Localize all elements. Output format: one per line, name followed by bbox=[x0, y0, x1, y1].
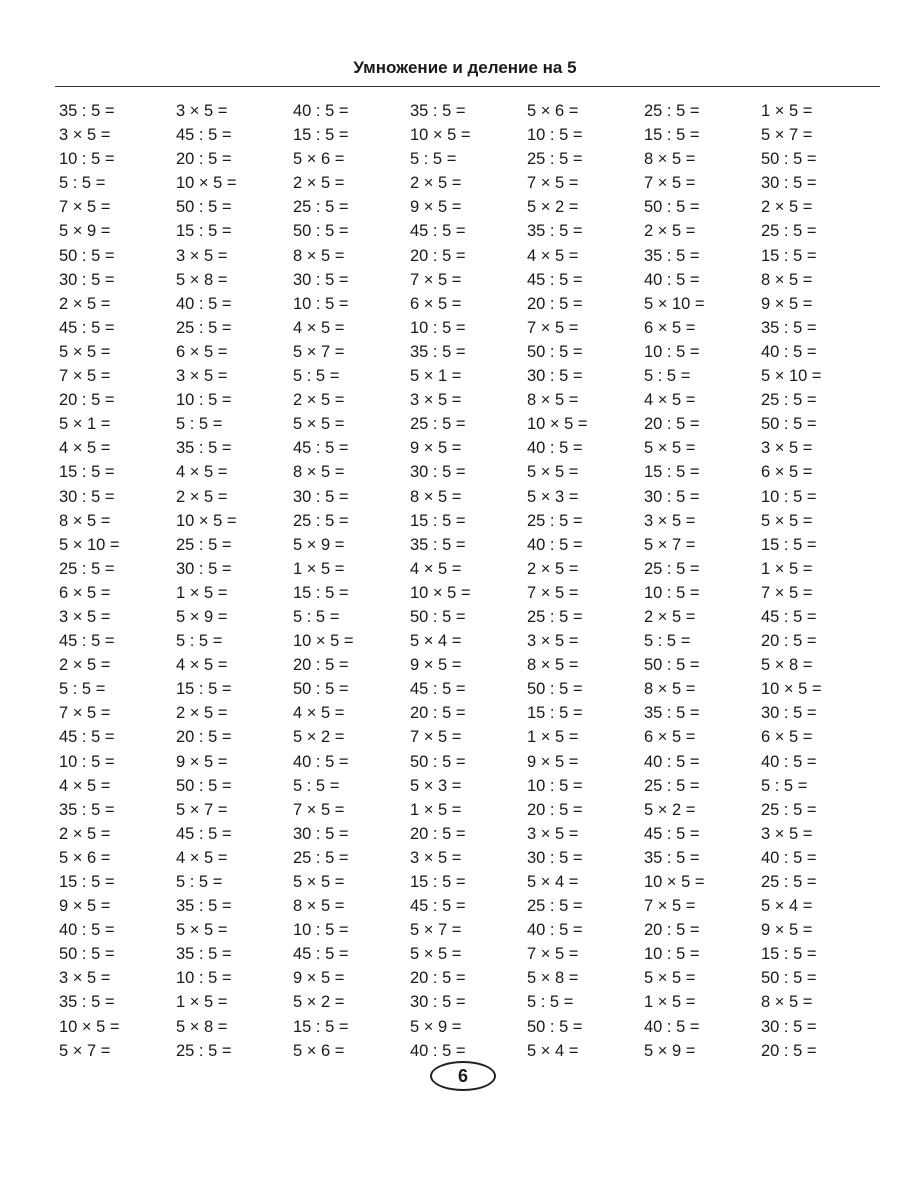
exercise-cell: 1 × 5 = bbox=[761, 559, 813, 578]
exercise-cell: 25 : 5 = bbox=[527, 511, 583, 530]
exercise-cell: 35 : 5 = bbox=[176, 897, 232, 916]
exercise-cell: 5 × 4 = bbox=[761, 897, 813, 916]
exercise-cell: 25 : 5 = bbox=[644, 559, 700, 578]
exercise-cell: 30 : 5 = bbox=[293, 824, 349, 843]
exercise-cell: 5 × 7 = bbox=[293, 342, 345, 361]
exercise-cell: 7 × 5 = bbox=[761, 583, 813, 602]
exercise-cell: 5 × 9 = bbox=[410, 1017, 462, 1036]
exercise-cell: 50 : 5 = bbox=[761, 969, 817, 988]
exercise-cell: 35 : 5 = bbox=[410, 102, 466, 120]
exercise-cell: 3 × 5 = bbox=[410, 848, 462, 867]
exercise-cell: 10 : 5 = bbox=[59, 752, 115, 771]
exercise-cell: 1 × 5 = bbox=[410, 800, 462, 819]
exercise-cell: 35 : 5 = bbox=[410, 535, 466, 554]
exercise-cell: 35 : 5 = bbox=[644, 848, 700, 867]
title-divider bbox=[55, 86, 880, 87]
exercise-cell: 5 × 7 = bbox=[644, 535, 696, 554]
page-number bbox=[430, 1061, 496, 1091]
exercise-cell: 25 : 5 = bbox=[59, 559, 115, 578]
exercise-cell: 15 : 5 = bbox=[410, 873, 466, 891]
exercise-cell: 10 : 5 = bbox=[293, 294, 349, 313]
exercise-cell: 5 : 5 = bbox=[644, 632, 691, 651]
exercise-cell: 35 : 5 = bbox=[59, 102, 115, 120]
exercise-cell: 30 : 5 = bbox=[293, 487, 349, 506]
exercise-cell: 3 × 5 = bbox=[59, 607, 111, 626]
exercise-cell: 2 × 5 = bbox=[293, 174, 345, 193]
exercise-cell: 15 : 5 = bbox=[176, 222, 232, 241]
exercise-cell: 6 × 5 = bbox=[59, 583, 111, 602]
exercise-cell: 20 : 5 = bbox=[644, 921, 700, 940]
exercise-cell: 30 : 5 = bbox=[293, 270, 349, 289]
exercise-cell: 8 × 5 = bbox=[293, 897, 345, 916]
exercise-cell: 5 × 1 = bbox=[410, 367, 462, 386]
exercise-cell: 5 × 9 = bbox=[293, 535, 345, 554]
exercise-cell: 10 : 5 = bbox=[176, 969, 232, 988]
exercise-cell: 20 : 5 = bbox=[410, 824, 466, 843]
exercise-cell: 10 : 5 = bbox=[527, 776, 583, 795]
exercise-cell: 5 × 1 = bbox=[59, 415, 111, 434]
exercise-cell: 4 × 5 = bbox=[527, 246, 579, 265]
exercise-cell: 50 : 5 = bbox=[176, 776, 232, 795]
exercise-cell: 9 × 5 = bbox=[410, 198, 462, 217]
exercise-cell: 5 × 5 = bbox=[644, 969, 696, 988]
exercise-cell: 10 × 5 = bbox=[176, 511, 237, 530]
exercise-cell: 5 × 2 = bbox=[527, 198, 579, 217]
exercise-cell: 5 × 5 = bbox=[410, 945, 462, 964]
exercise-cell: 10 : 5 = bbox=[59, 150, 115, 169]
exercise-cell: 3 × 5 = bbox=[176, 246, 228, 265]
exercise-cell: 50 : 5 = bbox=[410, 752, 466, 771]
exercise-cell: 20 : 5 = bbox=[644, 415, 700, 434]
exercise-cell: 2 × 5 = bbox=[527, 559, 579, 578]
exercise-cell: 20 : 5 = bbox=[527, 800, 583, 819]
exercise-cell: 10 × 5 = bbox=[761, 680, 822, 699]
exercise-cell: 9 × 5 = bbox=[410, 656, 462, 675]
exercise-cell: 7 × 5 = bbox=[59, 367, 111, 386]
exercise-cell: 8 × 5 = bbox=[293, 463, 345, 482]
exercise-cell: 8 × 5 = bbox=[293, 246, 345, 265]
exercise-cell: 50 : 5 = bbox=[293, 680, 349, 699]
exercise-cell: 10 × 5 = bbox=[59, 1017, 120, 1036]
exercise-cell: 30 : 5 = bbox=[527, 848, 583, 867]
exercise-cell: 25 : 5 = bbox=[527, 150, 583, 169]
exercise-cell: 5 × 4 = bbox=[527, 1041, 579, 1060]
exercise-cell: 50 : 5 = bbox=[59, 945, 115, 964]
exercise-cell: 10 : 5 = bbox=[176, 391, 232, 410]
exercise-cell: 6 × 5 = bbox=[644, 728, 696, 747]
exercise-cell: 3 × 5 = bbox=[527, 632, 579, 651]
exercise-cell: 2 × 5 = bbox=[293, 391, 345, 410]
exercise-cell: 9 × 5 = bbox=[527, 752, 579, 771]
exercise-cell: 35 : 5 = bbox=[644, 704, 700, 723]
exercise-cell: 35 : 5 = bbox=[176, 945, 232, 964]
exercise-cell: 40 : 5 = bbox=[293, 102, 349, 120]
exercise-cell: 45 : 5 = bbox=[410, 222, 466, 241]
exercise-cell: 5 × 5 = bbox=[644, 439, 696, 458]
exercise-cell: 5 × 7 = bbox=[410, 921, 462, 940]
exercise-cell: 25 : 5 = bbox=[527, 607, 583, 626]
exercise-cell: 45 : 5 = bbox=[176, 824, 232, 843]
exercise-cell: 30 : 5 = bbox=[59, 270, 115, 289]
exercise-cell: 9 × 5 = bbox=[761, 921, 813, 940]
exercise-cell: 45 : 5 = bbox=[527, 270, 583, 289]
exercise-cell: 50 : 5 = bbox=[644, 656, 700, 675]
exercise-cell: 25 : 5 = bbox=[761, 391, 817, 410]
exercise-cell: 25 : 5 = bbox=[644, 102, 700, 120]
exercise-cell: 45 : 5 = bbox=[293, 945, 349, 964]
exercise-cell: 50 : 5 = bbox=[527, 342, 583, 361]
exercise-cell: 3 × 5 = bbox=[59, 969, 111, 988]
exercise-cell: 25 : 5 = bbox=[293, 848, 349, 867]
exercise-cell: 20 : 5 = bbox=[176, 150, 232, 169]
exercise-cell: 7 × 5 = bbox=[527, 945, 579, 964]
exercise-cell: 5 × 5 = bbox=[761, 511, 813, 530]
exercise-cell: 25 : 5 = bbox=[176, 1041, 232, 1060]
exercise-cell: 10 × 5 = bbox=[644, 873, 705, 891]
exercise-cell: 15 : 5 = bbox=[644, 126, 700, 145]
exercise-cell: 7 × 5 = bbox=[293, 800, 345, 819]
exercise-cell: 30 : 5 = bbox=[527, 367, 583, 386]
exercise-cell: 2 × 5 = bbox=[176, 487, 228, 506]
exercise-cell: 8 × 5 = bbox=[644, 150, 696, 169]
exercise-cell: 40 : 5 = bbox=[59, 921, 115, 940]
exercise-cell: 10 : 5 = bbox=[644, 583, 700, 602]
exercise-cell: 25 : 5 = bbox=[410, 415, 466, 434]
exercise-cell: 10 : 5 = bbox=[644, 342, 700, 361]
exercise-cell: 15 : 5 = bbox=[527, 704, 583, 723]
exercise-cell: 5 × 7 = bbox=[176, 800, 228, 819]
exercise-cell: 40 : 5 = bbox=[644, 1017, 700, 1036]
exercise-cell: 1 × 5 = bbox=[527, 728, 579, 747]
exercise-cell: 15 : 5 = bbox=[176, 680, 232, 699]
exercise-cell: 40 : 5 = bbox=[527, 921, 583, 940]
exercise-cell: 5 × 8 = bbox=[527, 969, 579, 988]
exercise-cell: 30 : 5 = bbox=[761, 174, 817, 193]
exercise-cell: 3 × 5 = bbox=[761, 824, 813, 843]
exercise-cell: 4 × 5 = bbox=[293, 704, 345, 723]
exercise-cell: 5 × 9 = bbox=[644, 1041, 696, 1060]
exercise-cell: 7 × 5 = bbox=[644, 174, 696, 193]
exercise-cell: 20 : 5 = bbox=[761, 632, 817, 651]
exercise-cell: 5 : 5 = bbox=[761, 776, 808, 795]
exercise-cell: 25 : 5 = bbox=[293, 511, 349, 530]
exercise-cell: 5 : 5 = bbox=[59, 174, 106, 193]
exercise-cell: 10 : 5 = bbox=[644, 945, 700, 964]
exercise-cell: 50 : 5 = bbox=[527, 1017, 583, 1036]
exercise-cell: 35 : 5 = bbox=[527, 222, 583, 241]
exercise-cell: 5 × 7 = bbox=[59, 1041, 111, 1060]
exercise-cell: 8 × 5 = bbox=[59, 511, 111, 530]
exercise-cell: 20 : 5 = bbox=[176, 728, 232, 747]
exercise-cell: 20 : 5 = bbox=[59, 391, 115, 410]
exercise-cell: 8 × 5 = bbox=[527, 656, 579, 675]
exercise-cell: 40 : 5 = bbox=[176, 294, 232, 313]
exercise-cell: 6 × 5 = bbox=[761, 463, 813, 482]
exercise-cell: 5 × 10 = bbox=[761, 367, 822, 386]
exercise-cell: 5 × 2 = bbox=[644, 800, 696, 819]
exercise-cell: 7 × 5 = bbox=[410, 728, 462, 747]
exercise-cell: 40 : 5 = bbox=[293, 752, 349, 771]
exercise-cell: 3 × 5 = bbox=[59, 126, 111, 145]
exercise-cell: 5 : 5 = bbox=[176, 632, 223, 651]
exercise-cell: 50 : 5 = bbox=[644, 198, 700, 217]
exercise-cell: 30 : 5 = bbox=[176, 559, 232, 578]
exercise-cell: 50 : 5 = bbox=[176, 198, 232, 217]
exercise-cell: 1 × 5 = bbox=[293, 559, 345, 578]
exercise-cell: 35 : 5 = bbox=[761, 318, 817, 337]
exercise-cell: 5 : 5 = bbox=[293, 367, 340, 386]
exercise-cell: 45 : 5 = bbox=[293, 439, 349, 458]
exercise-cell: 1 × 5 = bbox=[176, 583, 228, 602]
exercise-cell: 2 × 5 = bbox=[410, 174, 462, 193]
exercise-cell: 5 × 3 = bbox=[410, 776, 462, 795]
exercise-cell: 2 × 5 = bbox=[59, 656, 111, 675]
exercise-cell: 45 : 5 = bbox=[59, 728, 115, 747]
exercise-cell: 2 × 5 = bbox=[761, 198, 813, 217]
exercise-cell: 10 × 5 = bbox=[293, 632, 354, 651]
exercise-cell: 40 : 5 = bbox=[761, 752, 817, 771]
exercise-cell: 30 : 5 = bbox=[410, 993, 466, 1012]
exercise-cell: 15 : 5 = bbox=[59, 873, 115, 891]
exercise-cell: 50 : 5 = bbox=[527, 680, 583, 699]
exercise-cell: 5 : 5 = bbox=[59, 680, 106, 699]
exercise-cell: 6 × 5 = bbox=[176, 342, 228, 361]
exercise-cell: 15 : 5 = bbox=[644, 463, 700, 482]
exercise-cell: 7 × 5 = bbox=[527, 174, 579, 193]
exercise-grid bbox=[59, 99, 878, 1063]
exercise-cell: 40 : 5 = bbox=[410, 1041, 466, 1060]
exercise-cell: 30 : 5 = bbox=[761, 1017, 817, 1036]
exercise-cell: 5 : 5 = bbox=[293, 776, 340, 795]
exercise-cell: 40 : 5 = bbox=[527, 439, 583, 458]
exercise-cell: 4 × 5 = bbox=[59, 776, 111, 795]
exercise-cell: 20 : 5 = bbox=[761, 1041, 817, 1060]
exercise-cell: 10 : 5 = bbox=[527, 126, 583, 145]
exercise-cell: 5 : 5 = bbox=[293, 607, 340, 626]
exercise-cell: 35 : 5 = bbox=[644, 246, 700, 265]
exercise-cell: 30 : 5 = bbox=[59, 487, 115, 506]
exercise-cell: 5 × 4 = bbox=[527, 873, 579, 891]
exercise-cell: 3 × 5 = bbox=[644, 511, 696, 530]
exercise-cell: 7 × 5 = bbox=[527, 318, 579, 337]
exercise-cell: 10 × 5 = bbox=[410, 126, 471, 145]
exercise-cell: 5 × 6 = bbox=[59, 848, 111, 867]
exercise-cell: 5 × 5 = bbox=[293, 415, 345, 434]
exercise-cell: 15 : 5 = bbox=[59, 463, 115, 482]
exercise-cell: 40 : 5 = bbox=[761, 848, 817, 867]
exercise-cell: 7 × 5 = bbox=[410, 270, 462, 289]
exercise-cell: 20 : 5 = bbox=[410, 246, 466, 265]
exercise-cell: 8 × 5 = bbox=[527, 391, 579, 410]
exercise-cell: 45 : 5 = bbox=[761, 607, 817, 626]
exercise-cell: 5 × 9 = bbox=[176, 607, 228, 626]
exercise-cell: 7 × 5 = bbox=[527, 583, 579, 602]
exercise-cell: 5 × 7 = bbox=[761, 126, 813, 145]
exercise-cell: 9 × 5 = bbox=[176, 752, 228, 771]
exercise-cell: 15 : 5 = bbox=[293, 126, 349, 145]
exercise-cell: 2 × 5 = bbox=[644, 222, 696, 241]
exercise-cell: 2 × 5 = bbox=[59, 824, 111, 843]
exercise-cell: 5 : 5 = bbox=[410, 150, 457, 169]
exercise-cell: 5 × 10 = bbox=[644, 294, 705, 313]
exercise-cell: 5 × 5 = bbox=[176, 921, 228, 940]
exercise-cell: 6 × 5 = bbox=[644, 318, 696, 337]
exercise-cell: 3 × 5 = bbox=[527, 824, 579, 843]
exercise-cell: 20 : 5 = bbox=[410, 704, 466, 723]
exercise-cell: 10 : 5 = bbox=[761, 487, 817, 506]
exercise-cell: 10 × 5 = bbox=[527, 415, 588, 434]
exercise-cell: 1 × 5 = bbox=[176, 993, 228, 1012]
exercise-cell: 5 × 4 = bbox=[410, 632, 462, 651]
exercise-cell: 5 × 8 = bbox=[761, 656, 813, 675]
exercise-cell: 5 × 5 = bbox=[293, 873, 345, 891]
exercise-cell: 20 : 5 = bbox=[293, 656, 349, 675]
exercise-cell: 40 : 5 = bbox=[761, 342, 817, 361]
exercise-cell: 3 × 5 = bbox=[761, 439, 813, 458]
exercise-cell: 9 × 5 = bbox=[761, 294, 813, 313]
exercise-cell: 25 : 5 = bbox=[176, 318, 232, 337]
exercise-cell: 20 : 5 = bbox=[410, 969, 466, 988]
exercise-cell: 25 : 5 = bbox=[527, 897, 583, 916]
exercise-cell: 25 : 5 = bbox=[761, 800, 817, 819]
exercise-cell: 45 : 5 = bbox=[644, 824, 700, 843]
exercise-cell: 25 : 5 = bbox=[176, 535, 232, 554]
exercise-cell: 1 × 5 = bbox=[644, 993, 696, 1012]
exercise-cell: 5 × 2 = bbox=[293, 728, 345, 747]
exercise-cell: 4 × 5 = bbox=[59, 439, 111, 458]
exercise-cell: 20 : 5 = bbox=[527, 294, 583, 313]
exercise-cell: 5 × 6 = bbox=[293, 1041, 345, 1060]
exercise-cell: 5 × 3 = bbox=[527, 487, 579, 506]
exercise-cell: 9 × 5 = bbox=[59, 897, 111, 916]
exercise-cell: 2 × 5 = bbox=[59, 294, 111, 313]
exercise-cell: 25 : 5 = bbox=[761, 222, 817, 241]
exercise-cell: 4 × 5 = bbox=[176, 463, 228, 482]
exercise-cell: 3 × 5 = bbox=[176, 367, 228, 386]
exercise-cell: 8 × 5 = bbox=[410, 487, 462, 506]
exercise-cell: 4 × 5 = bbox=[176, 656, 228, 675]
exercise-cell: 10 × 5 = bbox=[176, 174, 237, 193]
exercise-cell: 9 × 5 = bbox=[410, 439, 462, 458]
exercise-cell: 5 × 6 = bbox=[527, 102, 579, 120]
exercise-cell: 45 : 5 = bbox=[176, 126, 232, 145]
exercise-cell: 10 : 5 = bbox=[293, 921, 349, 940]
exercise-cell: 7 × 5 = bbox=[59, 704, 111, 723]
exercise-cell: 1 × 5 = bbox=[761, 102, 813, 120]
page-title: Умножение и деление на 5 bbox=[353, 58, 577, 77]
exercise-cell: 5 : 5 = bbox=[527, 993, 574, 1012]
exercise-cell: 50 : 5 = bbox=[293, 222, 349, 241]
exercise-cell: 2 × 5 = bbox=[644, 607, 696, 626]
exercise-cell: 5 × 6 = bbox=[293, 150, 345, 169]
exercise-cell: 10 × 5 = bbox=[410, 583, 471, 602]
exercise-cell: 45 : 5 = bbox=[59, 318, 115, 337]
exercise-cell: 7 × 5 = bbox=[59, 198, 111, 217]
exercise-cell: 3 × 5 = bbox=[176, 102, 228, 120]
page-number-label: 6 bbox=[457, 1065, 468, 1086]
exercise-cell: 40 : 5 = bbox=[644, 270, 700, 289]
exercise-cell: 30 : 5 = bbox=[761, 704, 817, 723]
exercise-cell: 25 : 5 = bbox=[644, 776, 700, 795]
exercise-cell: 4 × 5 = bbox=[293, 318, 345, 337]
exercise-cell: 5 × 8 = bbox=[176, 270, 228, 289]
exercise-cell: 50 : 5 = bbox=[59, 246, 115, 265]
exercise-cell: 35 : 5 = bbox=[410, 342, 466, 361]
exercise-cell: 5 × 9 = bbox=[59, 222, 111, 241]
exercise-cell: 30 : 5 = bbox=[644, 487, 700, 506]
exercise-cell: 10 : 5 = bbox=[410, 318, 466, 337]
exercise-cell: 3 × 5 = bbox=[410, 391, 462, 410]
exercise-cell: 40 : 5 = bbox=[644, 752, 700, 771]
exercise-cell: 8 × 5 = bbox=[761, 270, 813, 289]
exercise-cell: 5 : 5 = bbox=[644, 367, 691, 386]
exercise-cell: 2 × 5 = bbox=[176, 704, 228, 723]
exercise-cell: 7 × 5 = bbox=[644, 897, 696, 916]
exercise-cell: 8 × 5 = bbox=[644, 680, 696, 699]
exercise-cell: 5 × 10 = bbox=[59, 535, 120, 554]
exercise-cell: 5 × 5 = bbox=[527, 463, 579, 482]
exercise-cell: 40 : 5 = bbox=[527, 535, 583, 554]
exercise-cell: 6 × 5 = bbox=[410, 294, 462, 313]
exercise-cell: 35 : 5 = bbox=[176, 439, 232, 458]
exercise-cell: 30 : 5 = bbox=[410, 463, 466, 482]
exercise-cell: 5 × 8 = bbox=[176, 1017, 228, 1036]
exercise-cell: 9 × 5 = bbox=[293, 969, 345, 988]
exercise-cell: 35 : 5 = bbox=[59, 800, 115, 819]
exercise-cell: 25 : 5 = bbox=[293, 198, 349, 217]
exercise-cell: 50 : 5 = bbox=[761, 415, 817, 434]
exercise-cell: 15 : 5 = bbox=[761, 246, 817, 265]
exercise-cell: 5 × 2 = bbox=[293, 993, 345, 1012]
exercise-cell: 50 : 5 = bbox=[761, 150, 817, 169]
exercise-cell: 5 × 5 = bbox=[59, 342, 111, 361]
exercise-cell: 6 × 5 = bbox=[761, 728, 813, 747]
exercise-cell: 45 : 5 = bbox=[59, 632, 115, 651]
exercise-cell: 25 : 5 = bbox=[761, 873, 817, 891]
exercise-cell: 4 × 5 = bbox=[644, 391, 696, 410]
exercise-cell: 15 : 5 = bbox=[410, 511, 466, 530]
exercise-cell: 45 : 5 = bbox=[410, 680, 466, 699]
exercise-cell: 4 × 5 = bbox=[410, 559, 462, 578]
exercise-cell: 8 × 5 = bbox=[761, 993, 813, 1012]
exercise-cell: 5 : 5 = bbox=[176, 415, 223, 434]
exercise-cell: 15 : 5 = bbox=[293, 583, 349, 602]
exercise-cell: 35 : 5 = bbox=[59, 993, 115, 1012]
exercise-cell: 15 : 5 = bbox=[293, 1017, 349, 1036]
exercise-cell: 45 : 5 = bbox=[410, 897, 466, 916]
exercise-cell: 15 : 5 = bbox=[761, 535, 817, 554]
exercise-cell: 5 : 5 = bbox=[176, 873, 223, 891]
exercise-cell: 15 : 5 = bbox=[761, 945, 817, 964]
exercise-cell: 50 : 5 = bbox=[410, 607, 466, 626]
exercise-cell: 4 × 5 = bbox=[176, 848, 228, 867]
